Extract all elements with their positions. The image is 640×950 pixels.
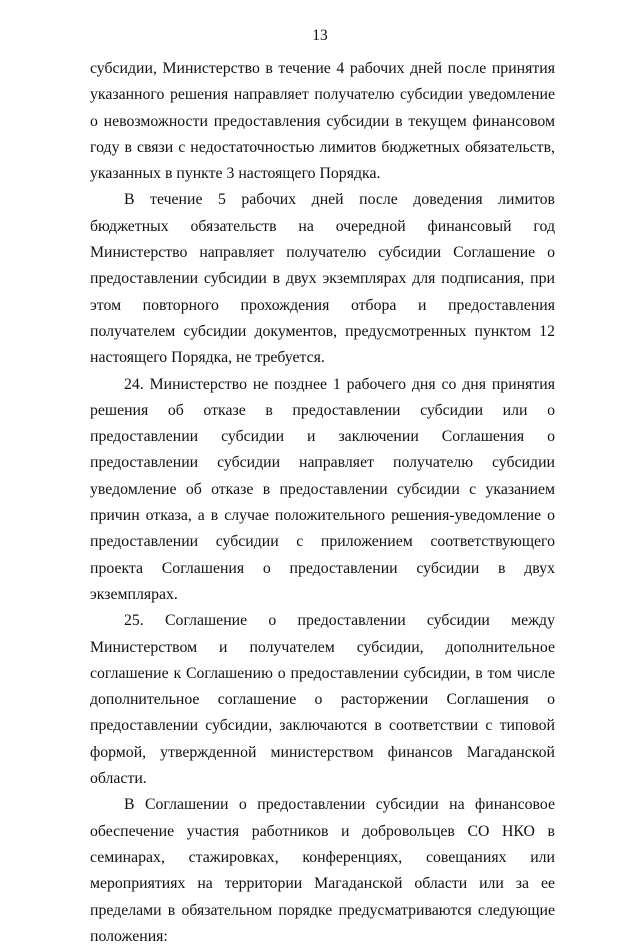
paragraph-five-days: В течение 5 рабочих дней после доведения лимитов бюджетных обязательств на очередной финансовый год Министерство направляет получателю субсидии Соглашение о предоставлении субсидии в двух экземплярах для подписания, при этом повторного прохождения отбора и предоставления получателем субсидии документов, предусмотренных пунктом 12 настоящего Порядка, не требуется. [90,191,555,367]
paragraph-subsidy-notice: субсидии, Министерство в течение 4 рабочих дней после принятия указанного решения направляет получателю субсидии уведомление о невозможности предоставления субсидии в текущем финансовом году в связи с недостаточностью лимитов бюджетных обязательств, указанных в пункте 3 настоящего Порядка. [90,60,555,183]
paragraph-agreement-provisions: В Соглашении о предоставлении субсидии на финансовое обеспечение участия работников и добровольцев СО НКО в семинарах, стажировках, конференциях, совещаниях или мероприятиях на территории Магаданской области или за ее пределами в обязательном порядке предусматриваются следующие положения: [90,796,555,945]
page-number: 13 [312,27,328,44]
document-body [90,56,555,950]
paragraph-item-25: 25. Соглашение о предоставлении субсидии между Министерством и получателем субсидии, дополнительное соглашение к Соглашению о предоставлении субсидии, в том числе дополнительное соглашение о расторжении Соглашения о предоставлении субсидии, заключаются в соответствии с типовой формой, утвержденной министерством финансов Магаданской области. [90,612,555,788]
paragraph-item-24: 24. Министерство не позднее 1 рабочего дня со дня принятия решения об отказе в предоставлении субсидии или о предоставлении субсидии и заключении Соглашения о предоставлении субсидии направляет получателю субсидии уведомление об отказе в предоставлении субсидии с указанием причин отказа, а в случае положительного решения-уведомление о предоставлении субсидии с приложением соответствующего проекта Соглашения о предоставлении субсидии в двух экземплярах. [90,375,555,603]
